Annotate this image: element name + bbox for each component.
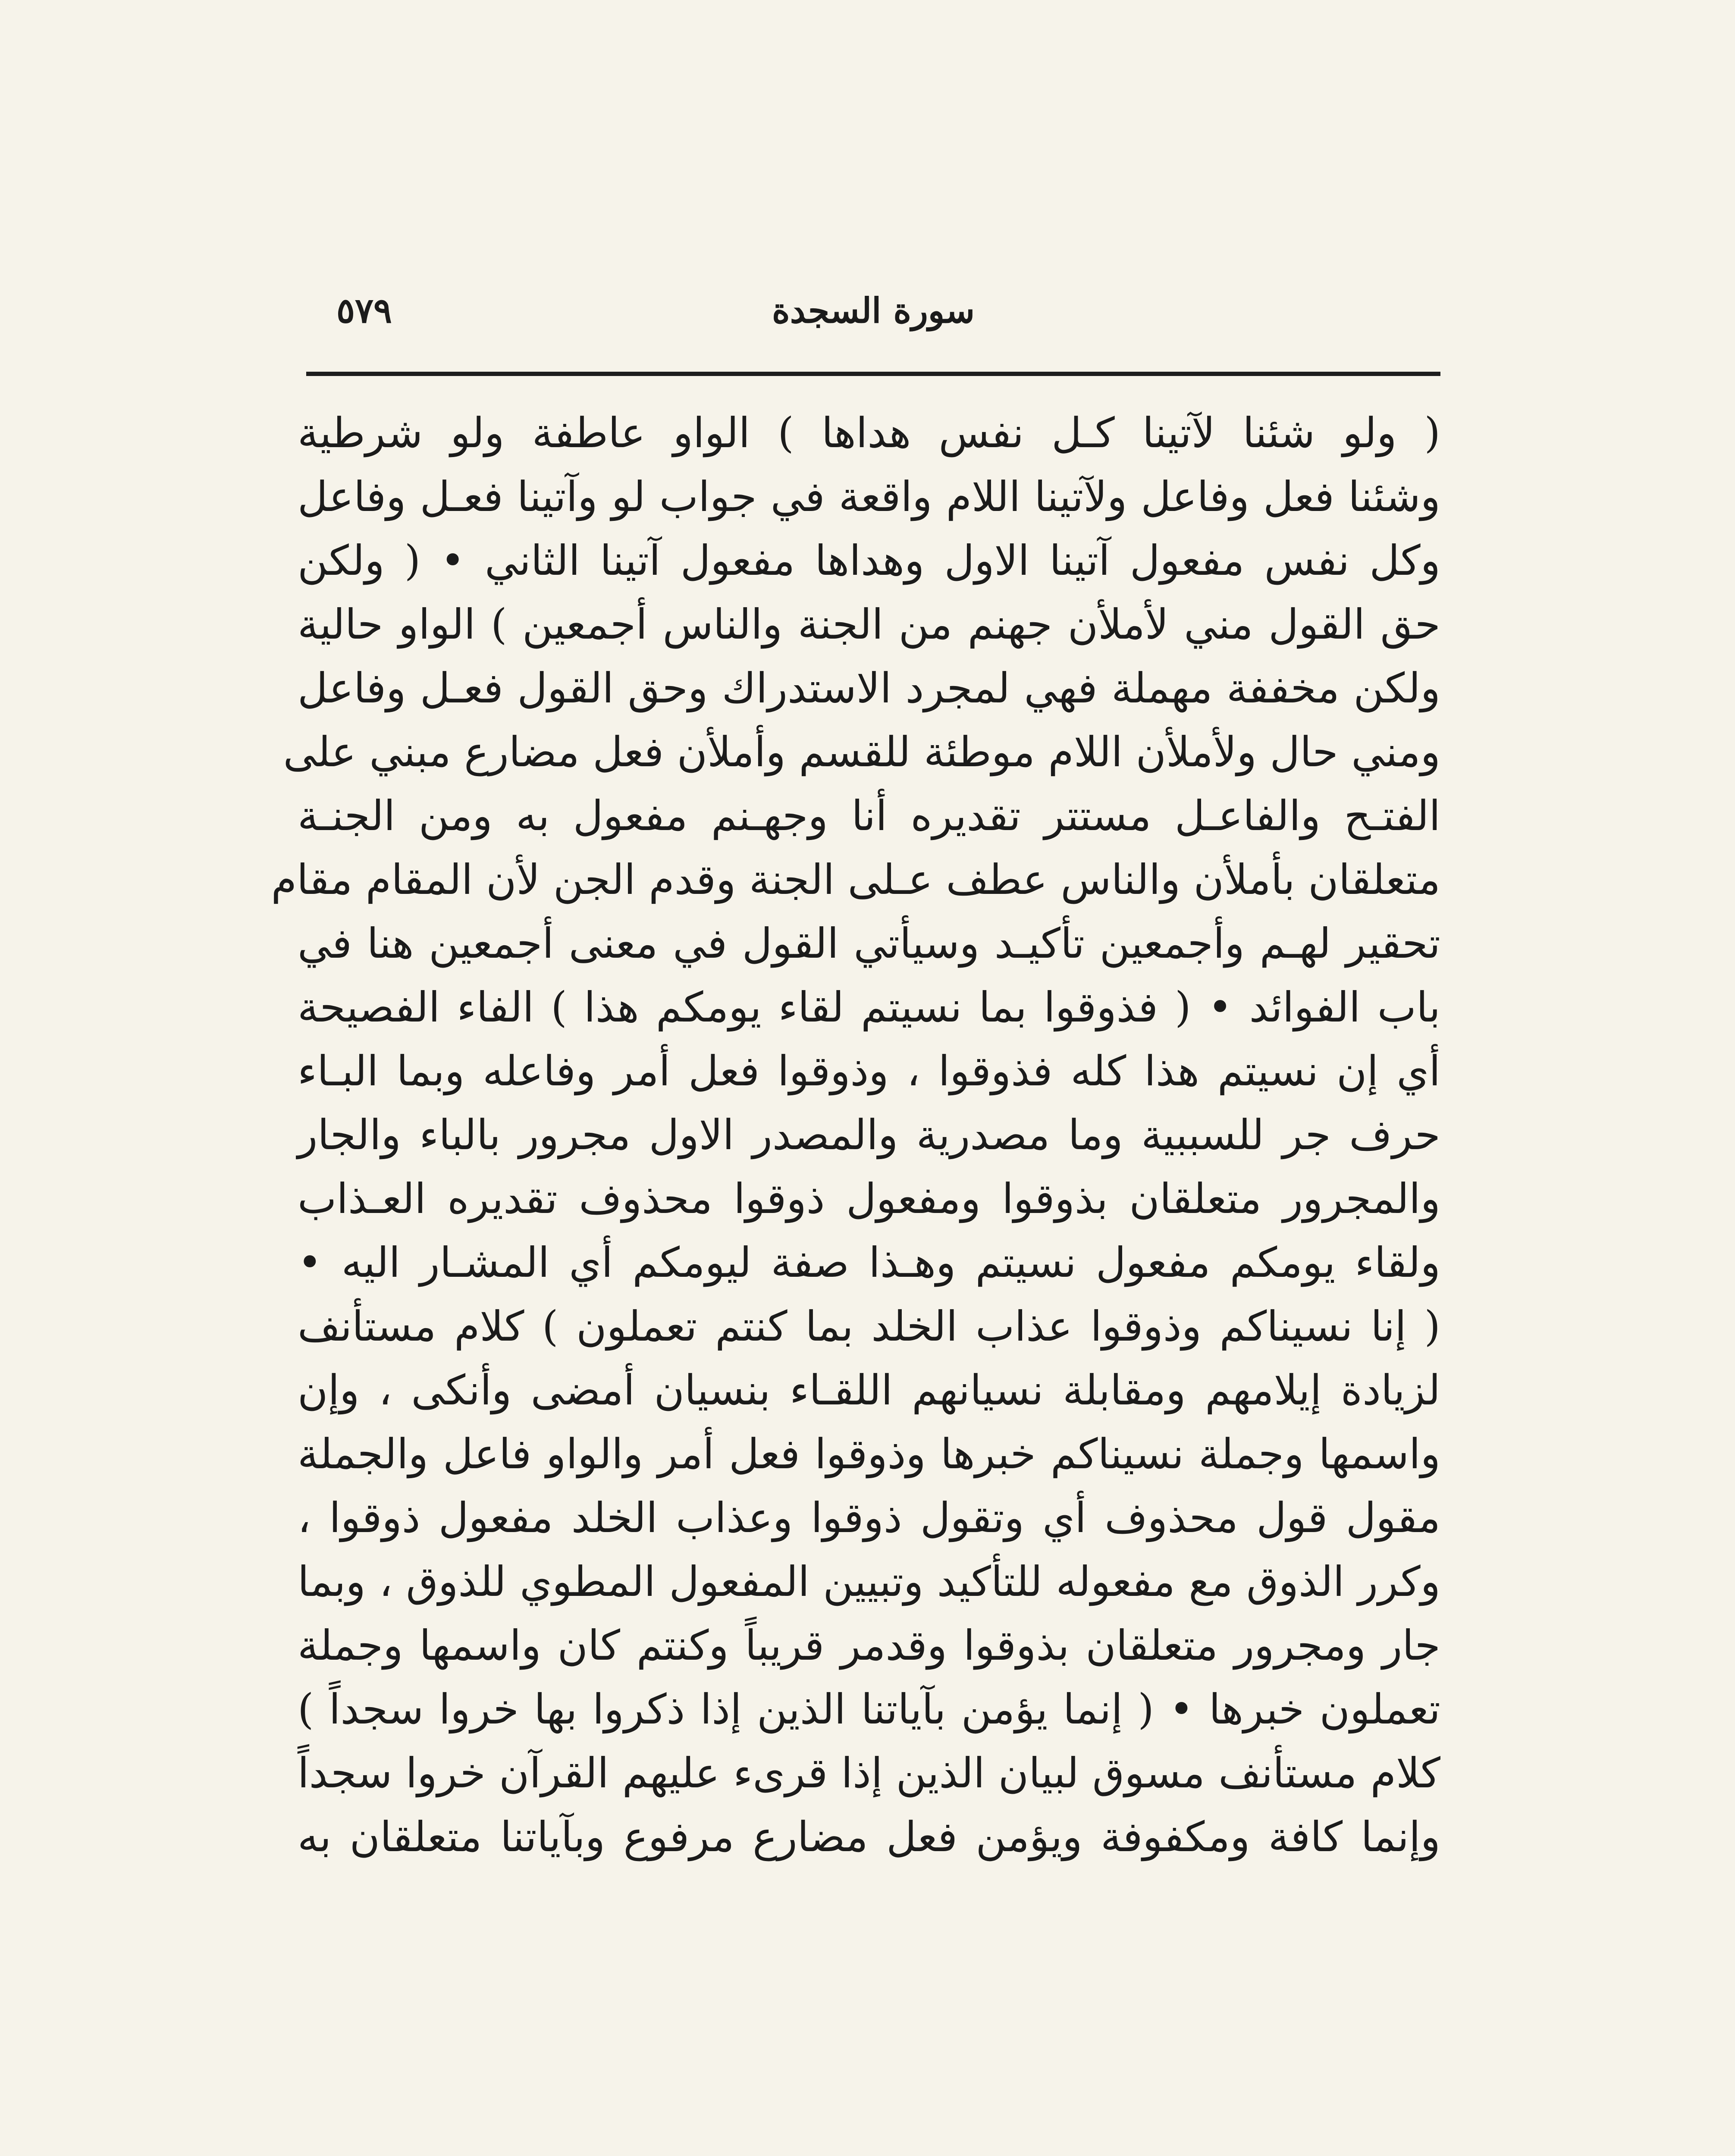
header-rule [306, 372, 1440, 376]
text-line: كلام مستأنف مسوق لبيان الذين إذا قرىء عليهم القرآن خروا سجداً [298, 1749, 1440, 1797]
body-text [271, 401, 1441, 1869]
text-line: مقول قول محذوف أي وتقول ذوقوا وعذاب الخلد مفعول ذوقوا ، [298, 1494, 1441, 1542]
text-line: تحقير لهـم وأجمعين تأكيـد وسيأتي القول في معنى أجمعين هنا في [298, 919, 1440, 968]
text-line: أي إن نسيتم هذا كله فذوقوا ، وذوقوا فعل أمر وفاعله وبما البـاء [298, 1047, 1440, 1095]
text-line: لزيادة إيلامهم ومقابلة نسيانهم اللقـاء بنسيان أمضى وأنكى ، وإن [298, 1366, 1441, 1414]
page-header [306, 276, 1440, 332]
text-line: جار ومجرور متعلقان بذوقوا وقدمر قريباً وكنتم كان واسمها وجملة [298, 1621, 1440, 1670]
text-line: حق القول مني لأملأن جهنم من الجنة والناس أجمعين ) الواو حالية [298, 600, 1440, 649]
text-line: ومني حال ولأملأن اللام موطئة للقسم وأملأن فعل مضارع مبني على [283, 728, 1440, 776]
text-line: وشئنا فعل وفاعل ولآتينا اللام واقعة في جواب لو وآتينا فعـل وفاعل [298, 473, 1441, 521]
text-line: متعلقان بأملأن والناس عطف عـلى الجنة وقدم الجن لأن المقام مقام [271, 856, 1440, 904]
text-line: تعملون خبرها • ( إنما يؤمن بآياتنا الذين إذا ذكروا بها خروا سجداً ) [298, 1685, 1440, 1733]
text-line: وكرر الذوق مع مفعوله للتأكيد وتبيين المفعول المطوي للذوق ، وبما [298, 1557, 1440, 1606]
page-number: ٥٧٩ [336, 290, 392, 331]
text-line: حرف جر للسببية وما مصدرية والمصدر الاول مجرور بالباء والجار [298, 1111, 1441, 1159]
text-line: وكل نفس مفعول آتينا الاول وهداها مفعول آتينا الثاني • ( ولكن [298, 536, 1440, 585]
sura-title: سورة السجدة [772, 290, 975, 331]
text-line: ولكن مخففة مهملة فهي لمجرد الاستدراك وحق القول فعـل وفاعل [298, 664, 1440, 712]
text-line: والمجرور متعلقان بذوقوا ومفعول ذوقوا محذوف تقديره العـذاب [298, 1175, 1440, 1223]
text-line: ( إنا نسيناكم وذوقوا عذاب الخلد بما كنتم تعملون ) كلام مستأنف [298, 1302, 1440, 1351]
text-line: وإنما كافة ومكفوفة ويؤمن فعل مضارع مرفوع وبآياتنا متعلقان به [298, 1813, 1440, 1861]
text-line: باب الفوائد • ( فذوقوا بما نسيتم لقاء يومكم هذا ) الفاء الفصيحة [298, 983, 1441, 1031]
text-line: واسمها وجملة نسيناكم خبرها وذوقوا فعل أمر والواو فاعل والجملة [298, 1430, 1440, 1478]
text-line: الفتـح والفاعـل مستتر تقديره أنا وجهـنم مفعول به ومن الجنـة [298, 792, 1441, 840]
text-line: ولقاء يومكم مفعول نسيتم وهـذا صفة ليومكم أي المشـار اليه • [298, 1238, 1441, 1287]
text-line: ( ولو شئنا لآتينا كـل نفس هداها ) الواو عاطفة ولو شرطية [298, 409, 1440, 457]
